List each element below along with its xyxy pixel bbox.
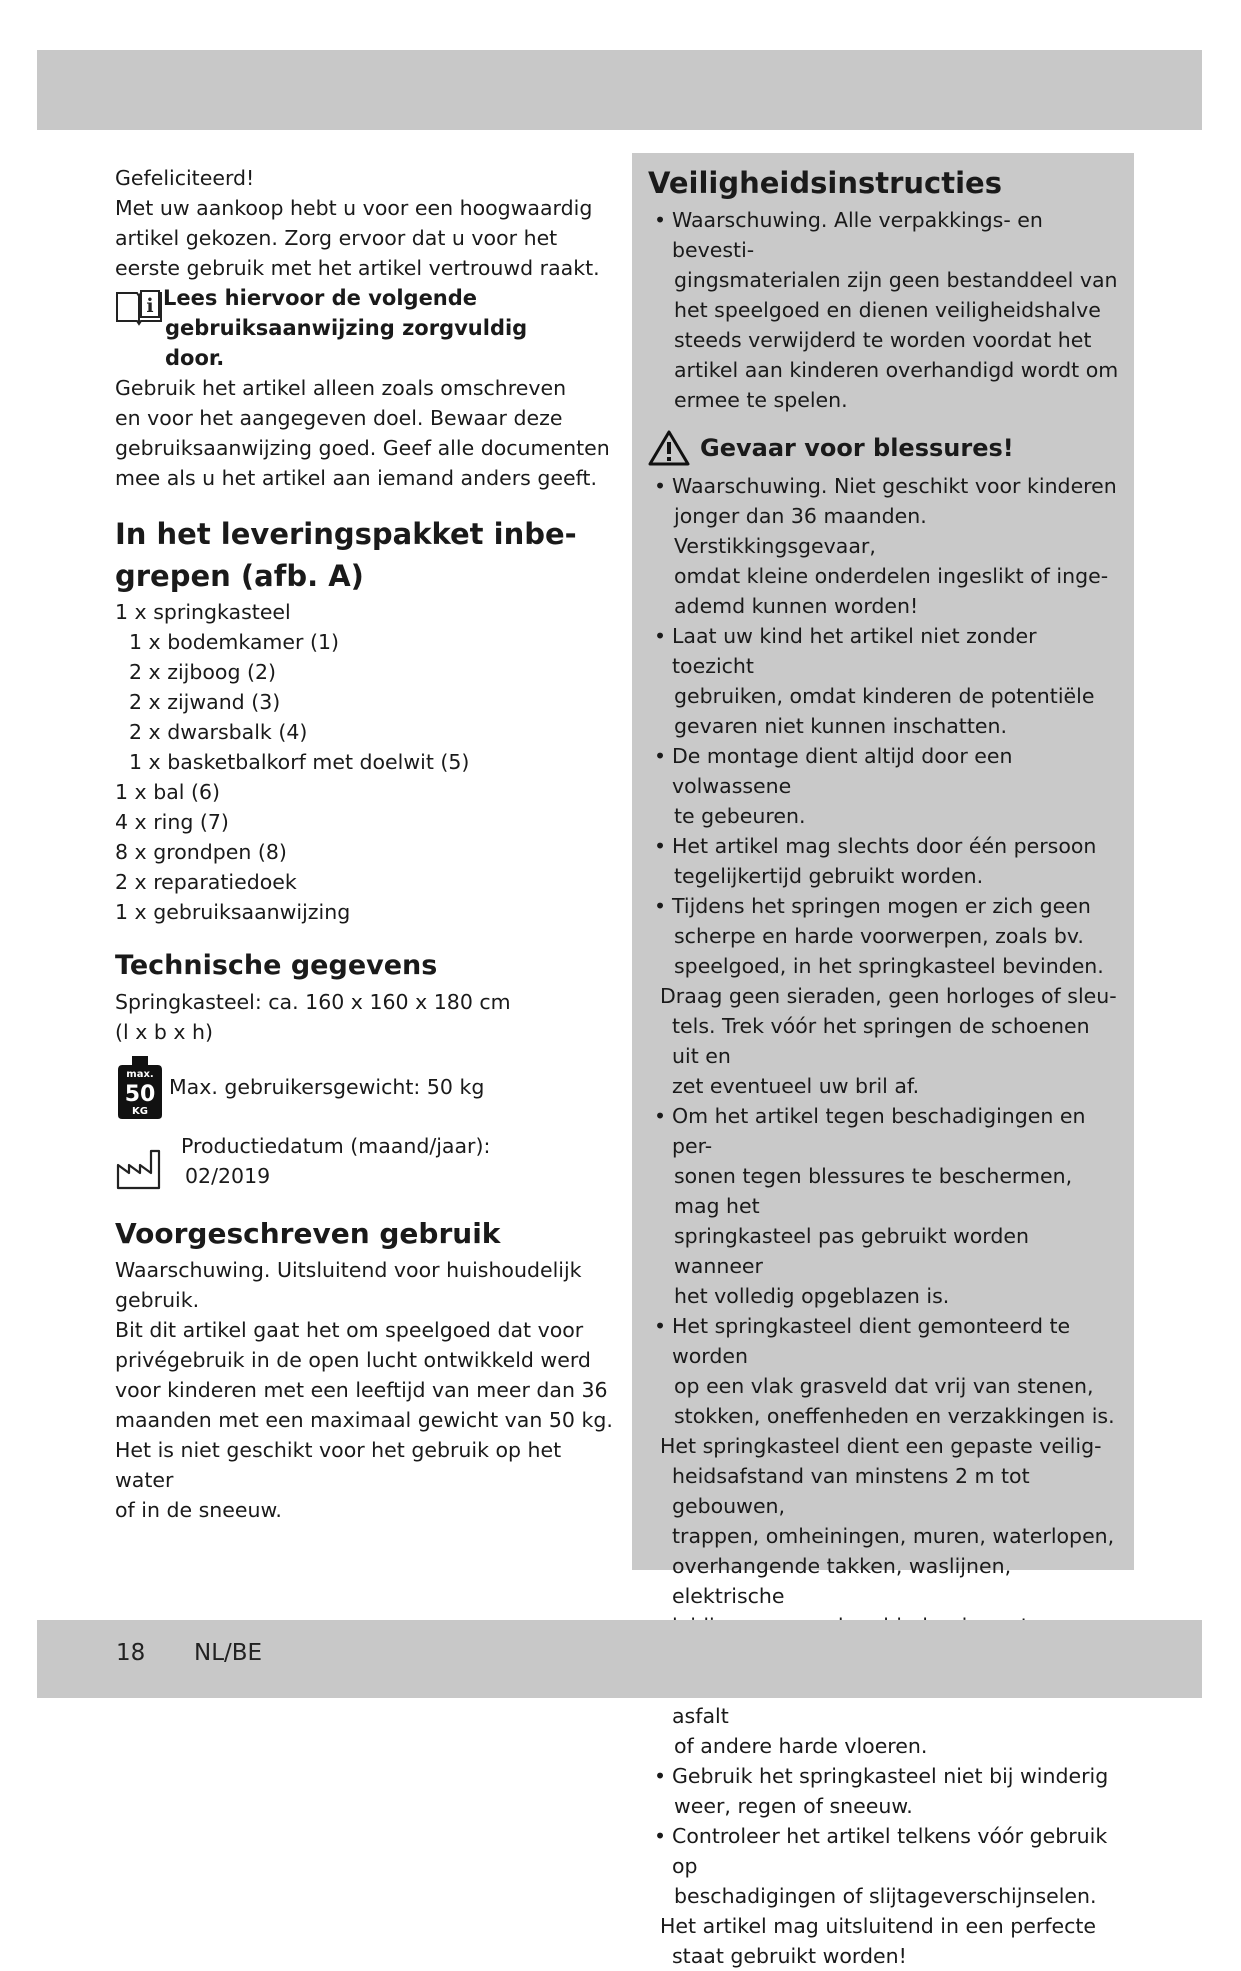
safety-heading: Veiligheidsinstructies — [648, 166, 1002, 200]
intended-use-line: voor kinderen met een leeftijd van meer dan 36 — [115, 1378, 608, 1402]
intended-use-line: Het is niet geschikt voor het gebruik op het water — [115, 1438, 562, 1492]
intended-use-line: gebruik. — [115, 1288, 200, 1312]
list-item: 1 x bodemkamer (1) — [129, 630, 339, 654]
bullet-line: jonger dan 36 maanden. Verstikkingsgevaar, — [674, 504, 927, 558]
continuation-line: trappen, omheiningen, muren, waterlopen, — [672, 1524, 1115, 1548]
safety-panel — [632, 153, 1134, 1968]
bullet-line: Waarschuwing. Alle verpakkings- en bevesti- — [672, 208, 1043, 262]
usage-line: gebruiksaanwijzing goed. Geef alle documenten — [115, 436, 610, 460]
bullet-line: te gebeuren. — [674, 804, 806, 828]
list-item: 2 x reparatiedoek — [115, 870, 297, 894]
bullet-line: gingsmaterialen zijn geen bestanddeel van — [674, 268, 1118, 292]
safety-continuation — [648, 981, 1122, 1101]
read-notice-line: gebruiksaanwijzing zorgvuldig — [165, 316, 528, 340]
list-item: 4 x ring (7) — [115, 810, 229, 834]
continuation-line: zet eventueel uw bril af. — [672, 1074, 920, 1098]
bullet-line: op een vlak grasveld dat vrij van stenen, — [674, 1374, 1094, 1398]
continuation-line: tels. Trek vóór het springen de schoenen uit en — [672, 1014, 1090, 1068]
production-date: 02/2019 — [185, 1164, 271, 1188]
usage-lines — [115, 373, 615, 493]
production-label: Productiedatum (maand/jaar): — [181, 1134, 491, 1158]
safety-bullet: • Controleer het artikel telkens vóór gebruik op beschadigingen of slijtageverschijnselen. — [648, 1821, 1122, 1911]
delivery-heading: In het leveringspakket inbe- — [115, 517, 577, 551]
factory-icon — [115, 1147, 169, 1191]
continuation-line: Het springkasteel dient een gepaste veilig- — [660, 1434, 1102, 1458]
list-item: 2 x zijwand (3) — [129, 690, 281, 714]
usage-line: en voor het aangegeven doel. Bewaar deze — [115, 406, 563, 430]
left-column — [115, 163, 615, 1525]
bullet-line: omdat kleine onderdelen ingeslikt of inge- — [674, 564, 1109, 588]
injury-warning-heading — [648, 429, 1122, 467]
bullet-line: springkasteel pas gebruikt worden wanneer — [674, 1224, 1029, 1278]
bullet-line: Controleer het artikel telkens vóór gebruik op — [672, 1824, 1108, 1878]
max-weight-icon — [115, 1053, 165, 1121]
continuation-line: heidsafstand van minstens 2 m tot gebouwen, — [672, 1464, 1030, 1518]
read-notice-line: door. — [165, 346, 225, 370]
usage-line: Gebruik het artikel alleen zoals omschreven — [115, 376, 567, 400]
intro-line: artikel gekozen. Zorg ervoor dat u voor het — [115, 226, 558, 250]
continuation-line: Het artikel mag uitsluitend in een perfecte — [660, 1914, 1097, 1938]
bullet-line: steeds verwijderd te worden voordat het — [674, 328, 1092, 352]
bullet-line: Het springkasteel dient gemonteerd te worden — [672, 1314, 1071, 1368]
max-weight-row — [115, 1053, 615, 1121]
intro-line: eerste gebruik met het artikel vertrouwd raakt. — [115, 256, 600, 280]
intended-use-line: Bit dit artikel gaat het om speelgoed dat voor — [115, 1318, 584, 1342]
bullet-line: gevaren niet kunnen inschatten. — [674, 714, 1008, 738]
bullet-line: Laat uw kind het artikel niet zonder toezicht — [672, 624, 1037, 678]
bullet-line: gebruiken, omdat kinderen de potentiële — [674, 684, 1095, 708]
header-bar — [37, 50, 1202, 130]
safety-bullet: • Gebruik het springkasteel niet bij winderig weer, regen of sneeuw. — [648, 1761, 1122, 1821]
read-instructions-notice — [115, 283, 615, 373]
safety-continuation — [648, 1911, 1122, 1971]
book-info-icon — [115, 287, 163, 327]
safety-bullet: • Waarschuwing. Niet geschikt voor kinderen jonger dan 36 maanden. Verstikkingsgevaar, omdat kleine onderdelen ingeslikt of inge- ademd kunnen worden! — [648, 471, 1122, 621]
bullet-line: sonen tegen blessures te beschermen, mag het — [674, 1164, 1073, 1218]
list-item: 2 x zijboog (2) — [129, 660, 277, 684]
continuation-line: staat gebruikt worden! — [672, 1944, 907, 1968]
intro-line: Met uw aankoop hebt u voor een hoogwaardig — [115, 196, 593, 220]
intended-use-line: Waarschuwing. Uitsluitend voor huishoudelijk — [115, 1258, 582, 1282]
svg-text:i: i — [146, 295, 154, 317]
bullet-line: het speelgoed en dienen veiligheidshalve — [674, 298, 1101, 322]
list-item: 1 x bal (6) — [115, 780, 221, 804]
bullet-line: Gebruik het springkasteel niet bij winderig — [672, 1764, 1109, 1788]
weight-icon-unit: KG — [132, 1106, 148, 1117]
weight-icon-value: 50 — [124, 1082, 156, 1107]
bullet-line: scherpe en harde voorwerpen, zoals bv. — [674, 924, 1084, 948]
safety-bullet: • Om het artikel tegen beschadigingen en per- sonen tegen blessures te beschermen, mag het springkasteel pas gebruikt worden wanneer het volledig opgeblazen is. — [648, 1101, 1122, 1311]
list-item: 1 x gebruiksaanwijzing — [115, 900, 351, 924]
intended-use-line: maanden met een maximaal gewicht van 50 kg. — [115, 1408, 613, 1432]
continuation-line: overhangende takken, waslijnen, elektrische — [672, 1554, 1012, 1608]
bullet-line: het volledig opgeblazen is. — [674, 1284, 950, 1308]
list-item: 2 x dwarsbalk (4) — [129, 720, 308, 744]
bullet-line: ermee te spelen. — [674, 388, 848, 412]
technical-heading: Technische gegevens — [115, 950, 438, 981]
safety-bullet: • Tijdens het springen mogen er zich geen scherpe en harde voorwerpen, zoals bv. speelgoed, in het springkasteel bevinden. — [648, 891, 1122, 981]
locale-label: NL/BE — [194, 1640, 263, 1666]
intended-use-line: privégebruik in de open lucht ontwikkeld werd — [115, 1348, 591, 1372]
dims-line: Springkasteel: ca. 160 x 160 x 180 cm — [115, 990, 511, 1014]
bullet-line: De montage dient altijd door een volwassene — [672, 744, 1013, 798]
bullet-line: beschadigingen of slijtageverschijnselen. — [674, 1884, 1097, 1908]
production-date-row — [115, 1131, 615, 1191]
list-item: 1 x springkasteel — [115, 600, 291, 624]
intended-use-heading: Voorgeschreven gebruik — [115, 1217, 501, 1250]
bullet-line: weer, regen of sneeuw. — [674, 1794, 913, 1818]
bullet-line: tegelijkertijd gebruikt worden. — [674, 864, 984, 888]
bullet-line: speelgoed, in het springkasteel bevinden. — [674, 954, 1104, 978]
bullet-line: Tijdens het springen mogen er zich geen — [672, 894, 1091, 918]
usage-line: mee als u het artikel aan iemand anders geeft. — [115, 466, 597, 490]
delivery-list — [115, 597, 615, 927]
bullet-line: Waarschuwing. Niet geschikt voor kinderen — [672, 474, 1117, 498]
injury-warning-text: Gevaar voor blessures! — [700, 434, 1014, 462]
intro-lines — [115, 193, 615, 283]
safety-bullet: • Het artikel mag slechts door één persoon tegelijkertijd gebruikt worden. — [648, 831, 1122, 891]
list-item: 1 x basketbalkorf met doelwit (5) — [129, 750, 470, 774]
bullet-line: of andere harde vloeren. — [674, 1734, 928, 1758]
bullet-line: ademd kunnen worden! — [674, 594, 919, 618]
continuation-line: Draag geen sieraden, geen horloges of sleu- — [660, 984, 1117, 1008]
safety-bullet: • Het springkasteel dient gemonteerd te worden op een vlak grasveld dat vrij van stenen, stokken, oneffenheden en verzakkingen is. — [648, 1311, 1122, 1431]
safety-bullet: • Laat uw kind het artikel niet zonder toezicht gebruiken, omdat kinderen de potentiële gevaren niet kunnen inschatten. — [648, 621, 1122, 741]
bullet-line: Om het artikel tegen beschadigingen en per- — [672, 1104, 1086, 1158]
max-weight-text: Max. gebruikersgewicht: 50 kg — [169, 1075, 485, 1099]
congrats-text: Gefeliciteerd! — [115, 166, 255, 190]
bullet-line: artikel aan kinderen overhandigd wordt om — [674, 358, 1119, 382]
page-number: 18 — [116, 1640, 146, 1666]
dims-line: (l x b x h) — [115, 1020, 214, 1044]
bullet-line: asfalt — [672, 1704, 729, 1728]
bullet-line: Het artikel mag slechts door één persoon — [672, 834, 1097, 858]
safety-blocks — [648, 471, 1122, 1971]
delivery-heading: grepen (afb. A) — [115, 559, 364, 593]
weight-icon-top: max. — [126, 1069, 154, 1080]
safety-bullet: • De montage dient altijd door een volwassene te gebeuren. — [648, 741, 1122, 831]
intended-use-lines — [115, 1255, 615, 1525]
list-item: 8 x grondpen (8) — [115, 840, 287, 864]
bullet-line: stokken, oneffenheden en verzakkingen is. — [674, 1404, 1115, 1428]
safety-first-bullet: • Waarschuwing. Alle verpakkings- en bevesti- gingsmaterialen zijn geen bestanddeel van het speelgoed en dienen veiligheidshalve steeds verwijderd te worden voordat het artikel aan kinderen overhandigd wordt om ermee te spelen. — [648, 205, 1122, 415]
read-notice-line: Lees hiervoor de volgende — [163, 286, 478, 310]
warning-triangle-icon — [648, 429, 690, 467]
intended-use-line: of in de sneeuw. — [115, 1498, 282, 1522]
